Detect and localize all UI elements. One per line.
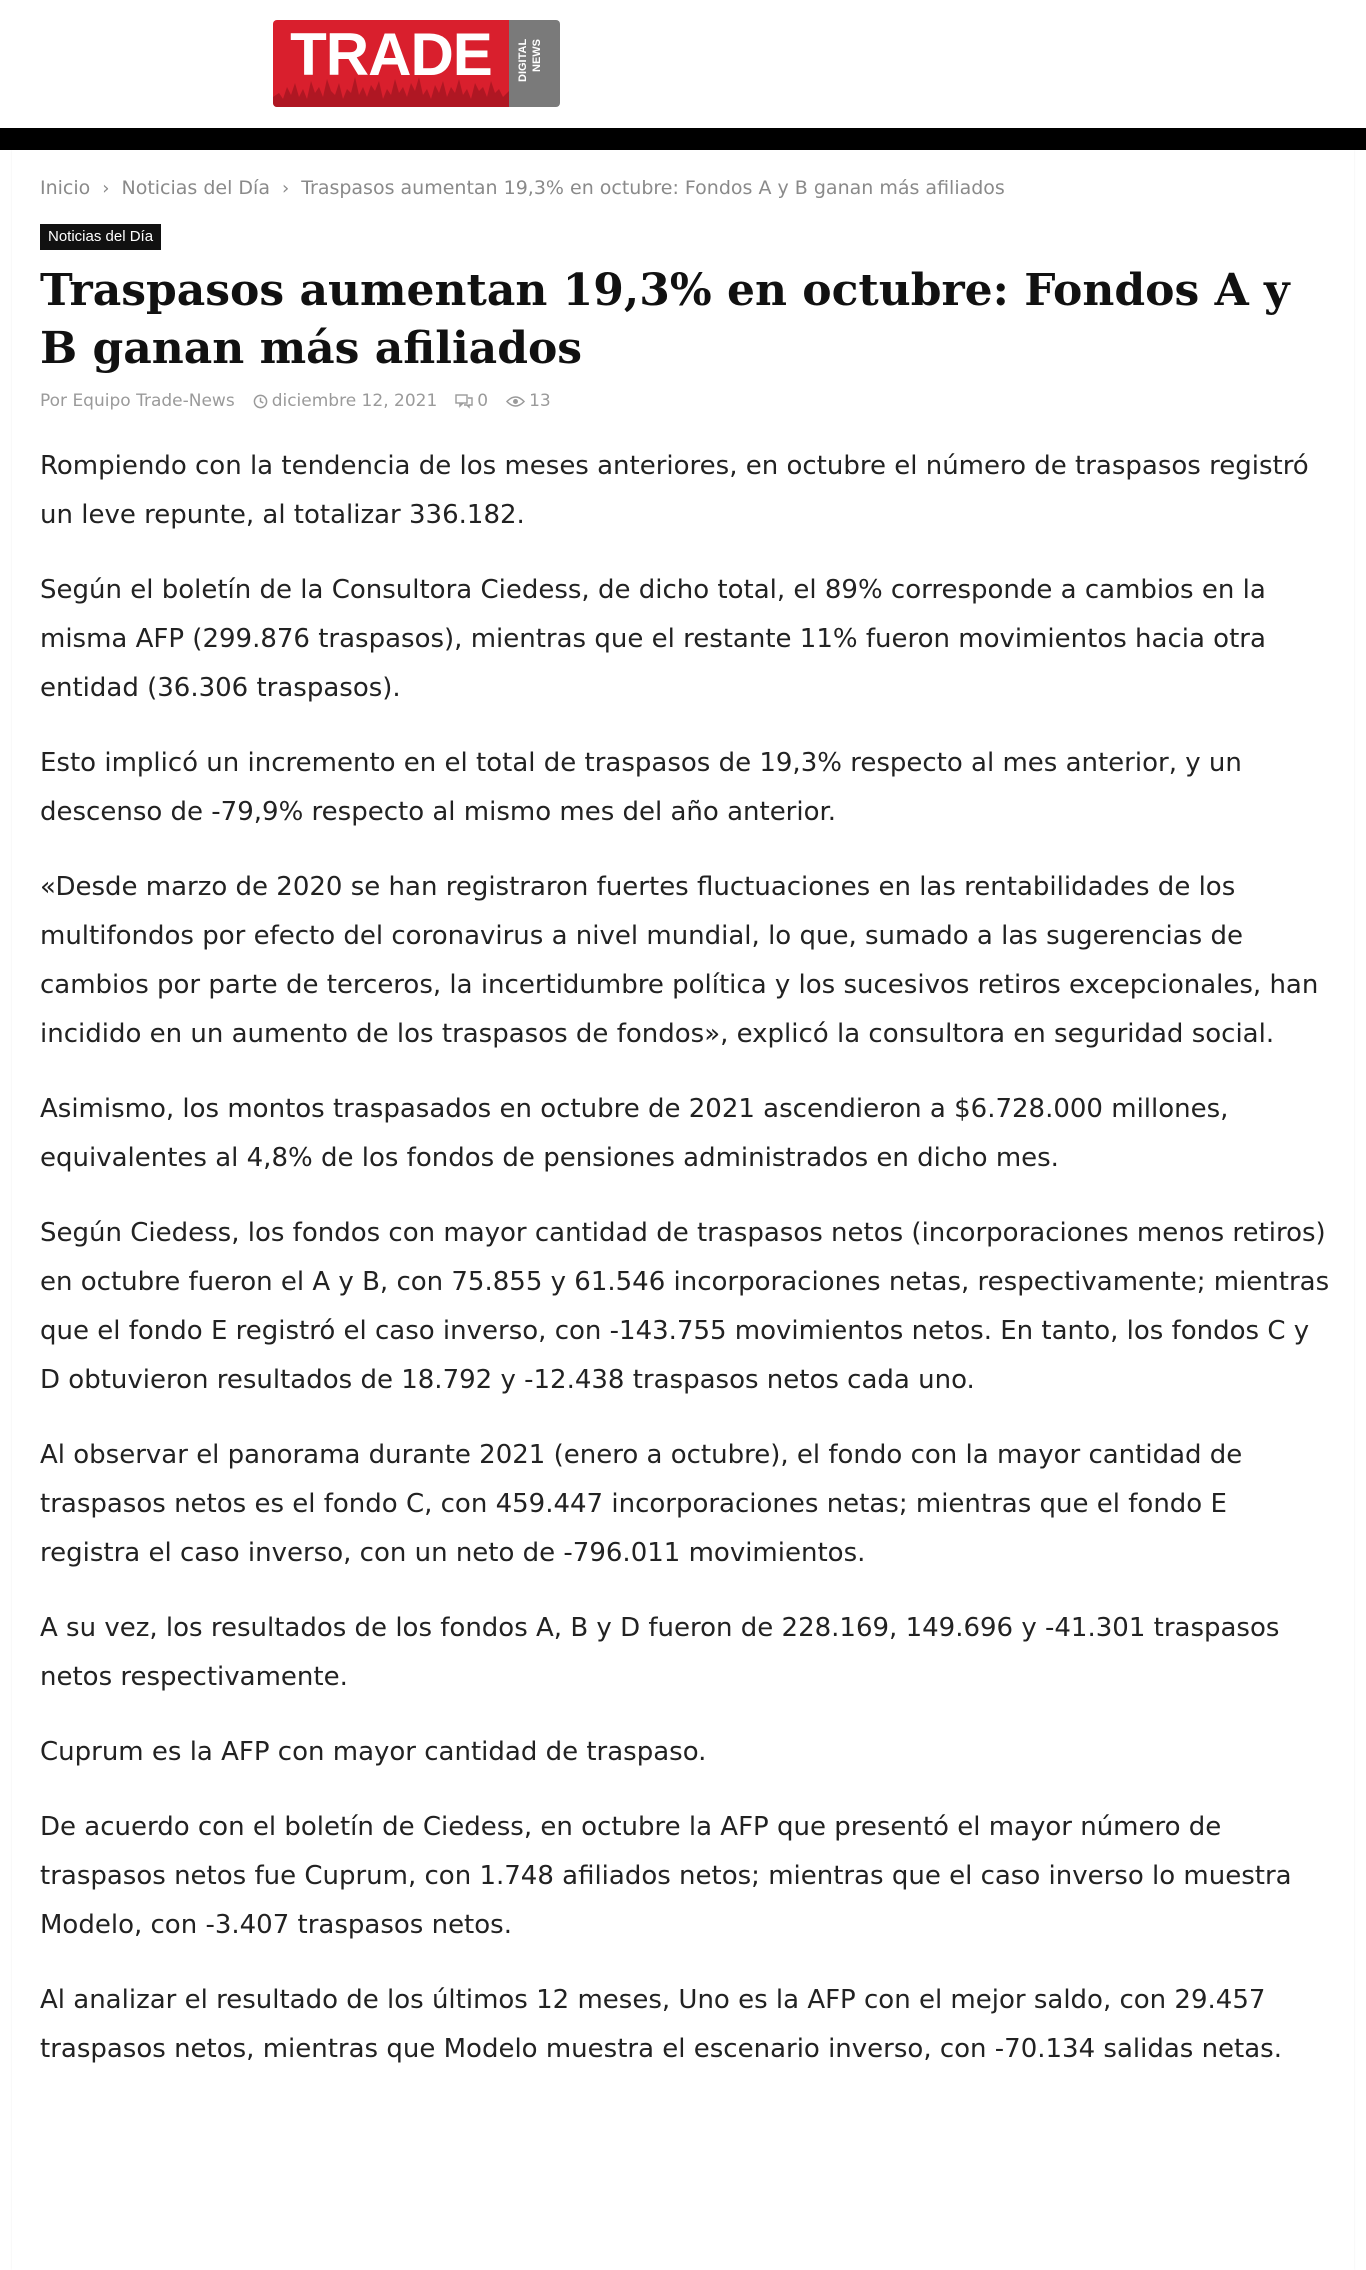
article-paragraph: De acuerdo con el boletín de Ciedess, en octubre la AFP que presentó el mayor número de traspasos netos fue Cuprum, con 1.748 afiliados netos; mientras que el caso inverso lo muestra Modelo, con -3.407 traspasos netos. (40, 1812, 1292, 1940)
logo-word: TRADE (290, 20, 492, 88)
article-paragraph: «Desde marzo de 2020 se han registraron fuertes fluctuaciones en las rentabilidades de los multifondos por efecto del coronavirus a nivel mundial, lo que, sumado a las sugerencias de cambios por parte de terceros, la incertidumbre política y los sucesivos retiros excepcionales, han incidido en un aumento de los traspasos de fondos», explicó la consultora en seguridad social. (40, 872, 1319, 1049)
comment-icon (455, 394, 473, 409)
article-body (40, 442, 1330, 2100)
views-item (506, 391, 551, 411)
publish-date: diciembre 12, 2021 (271, 391, 438, 411)
article-meta (40, 388, 569, 414)
clock-icon (253, 394, 268, 409)
site-header (0, 0, 1366, 128)
article-paragraph: Asimismo, los montos traspasados en octubre de 2021 ascendieron a $6.728.000 millones, equivalentes al 4,8% de los fondos de pensiones administrados en dicho mes. (40, 1094, 1229, 1173)
date-item (253, 391, 438, 411)
logo-wave-graphic (273, 73, 509, 107)
breadcrumb-home-link[interactable]: Inicio (40, 177, 91, 199)
site-logo[interactable] (273, 20, 560, 107)
breadcrumb-section-link[interactable]: Noticias del Día (121, 177, 270, 199)
breadcrumb-current: Traspasos aumentan 19,3% en octubre: Fondos A y B ganan más afiliados (301, 177, 1005, 199)
logo-side-panel (509, 20, 560, 107)
article-paragraph: Según Ciedess, los fondos con mayor cantidad de traspasos netos (incorporaciones menos retiros) en octubre fueron el A y B, con 75.855 y 61.546 incorporaciones netas, respectivamente; mientras que el fondo E registró el caso inverso, con -143.755 movimientos netos. En tanto, los fondos C y D obtuvieron resultados de 18.792 y -12.438 traspasos netos cada uno. (40, 1218, 1330, 1395)
logo-main (273, 20, 509, 107)
comments-item[interactable] (455, 391, 488, 411)
views-count: 13 (529, 391, 551, 411)
nav-bar (0, 128, 1366, 150)
logo-side-bottom: NEWS (531, 39, 543, 72)
breadcrumb (40, 175, 1005, 201)
chevron-right-icon: › (281, 177, 290, 199)
logo-side-top: DIGITAL (517, 38, 529, 82)
article-paragraph: Esto implicó un incremento en el total de traspasos de 19,3% respecto al mes anterior, y un descenso de -79,9% respecto al mismo mes del año anterior. (40, 748, 1242, 827)
article-paragraph: Al analizar el resultado de los últimos 12 meses, Uno es la AFP con el mejor saldo, con 29.457 traspasos netos, mientras que Modelo muestra el escenario inverso, con -70.134 salidas netas. (40, 1985, 1282, 2064)
article-paragraph: Cuprum es la AFP con mayor cantidad de traspaso. (40, 1737, 707, 1767)
article-paragraph: A su vez, los resultados de los fondos A, B y D fueron de 228.169, 149.696 y -41.301 traspasos netos respectivamente. (40, 1613, 1280, 1692)
eye-icon (506, 395, 525, 408)
author-link[interactable]: Por Equipo Trade-News (40, 391, 235, 411)
page-title: Traspasos aumentan 19,3% en octubre: Fondos A y B ganan más afiliados (40, 265, 1290, 374)
article-paragraph: Según el boletín de la Consultora Ciedess, de dicho total, el 89% corresponde a cambios en la misma AFP (299.876 traspasos), mientras que el restante 11% fueron movimientos hacia otra entidad (36.306 traspasos). (40, 575, 1266, 703)
chevron-right-icon: › (102, 177, 110, 199)
category-badge[interactable]: Noticias del Día (40, 224, 161, 250)
article-paragraph: Al observar el panorama durante 2021 (enero a octubre), el fondo con la mayor cantidad de traspasos netos es el fondo C, con 459.447 incorporaciones netas; mientras que el fondo E registra el caso inverso, con un neto de -796.011 movimientos. (40, 1440, 1243, 1568)
article-paragraph: Rompiendo con la tendencia de los meses anteriores, en octubre el número de traspasos registró un leve repunte, al totalizar 336.182. (40, 451, 1309, 530)
comments-count: 0 (477, 391, 489, 411)
